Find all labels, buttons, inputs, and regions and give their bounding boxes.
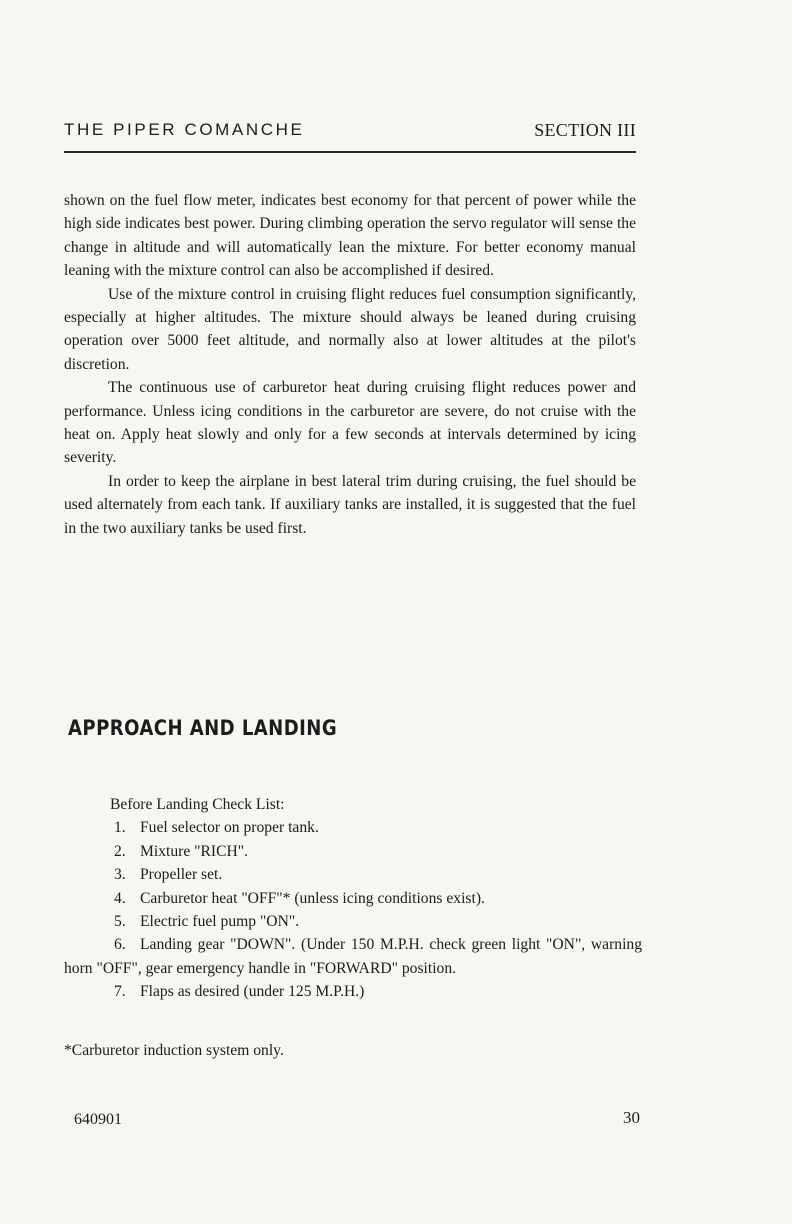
header-rule [64,151,636,153]
checklist-item-text: Mixture "RICH". [140,842,249,860]
checklist-item [64,980,642,1003]
paragraph-fuel-flow: shown on the fuel flow meter, indicates best economy for that percent of power while the high side indicates best power. During climbing operation the servo regulator will sense the change in altitude and will automatically lean the mixture. For better economy manual leaning with the mixture control can also be accomplished if desired. [64,192,636,280]
checklist-item-number: 4. [114,889,126,907]
checklist-item-number: 7. [114,983,126,1001]
page-number: 30 [623,1108,640,1127]
checklist-item [64,933,642,980]
checklist-item-text: Flaps as desired (under 125 M.P.H.) [140,983,365,1001]
checklist-item [64,840,642,863]
checklist-item [64,816,642,839]
before-landing-checklist [64,793,642,1004]
manual-title: THE PIPER COMANCHE [64,120,305,139]
checklist-item-text: Propeller set. [140,866,223,884]
checklist-item-text: Electric fuel pump "ON". [140,913,300,931]
paragraph-mixture-control: Use of the mixture control in cruising flight reduces fuel consumption significantly, especially at higher altitudes. The mixture should always be leaned during cruising operation over 5000 feet altitude, and normally also at lower altitudes at the pilot's discretion. [64,285,636,373]
checklist-item-number: 6. [114,936,126,954]
checklist-title: Before Landing Check List: [110,796,285,813]
section-label: SECTION III [534,120,636,140]
section-heading: APPROACH AND LANDING [68,716,338,740]
checklist-item-number: 5. [114,913,126,931]
checklist-item [64,910,642,933]
footnote: *Carburetor induction system only. [64,1042,284,1059]
page-header [64,120,636,150]
checklist-item [64,863,642,886]
checklist-item-number: 2. [114,842,126,860]
checklist-item-number: 3. [114,866,126,884]
checklist-item [64,887,642,910]
document-number: 640901 [74,1111,122,1128]
paragraph-lateral-trim: In order to keep the airplane in best lateral trim during cruising, the fuel should be used alternately from each tank. If auxiliary tanks are installed, it is suggested that the fuel in the two auxiliary tanks be used first. [64,472,636,537]
body-text [64,189,636,540]
paragraph-carburetor-heat: The continuous use of carburetor heat during cruising flight reduces power and performance. Unless icing conditions in the carburetor are severe, do not cruise with the heat on. Apply heat slowly and only for a few seconds at intervals determined by icing severity. [64,379,636,467]
checklist-item-text: Landing gear "DOWN". (Under 150 M.P.H. check green light "ON", warning horn "OFF", gear emergency handle in "FORWARD" position. [64,936,642,977]
checklist-item-text: Carburetor heat "OFF"* (unless icing conditions exist). [140,889,485,907]
checklist-item-number: 1. [114,819,126,837]
checklist-item-text: Fuel selector on proper tank. [140,819,319,837]
